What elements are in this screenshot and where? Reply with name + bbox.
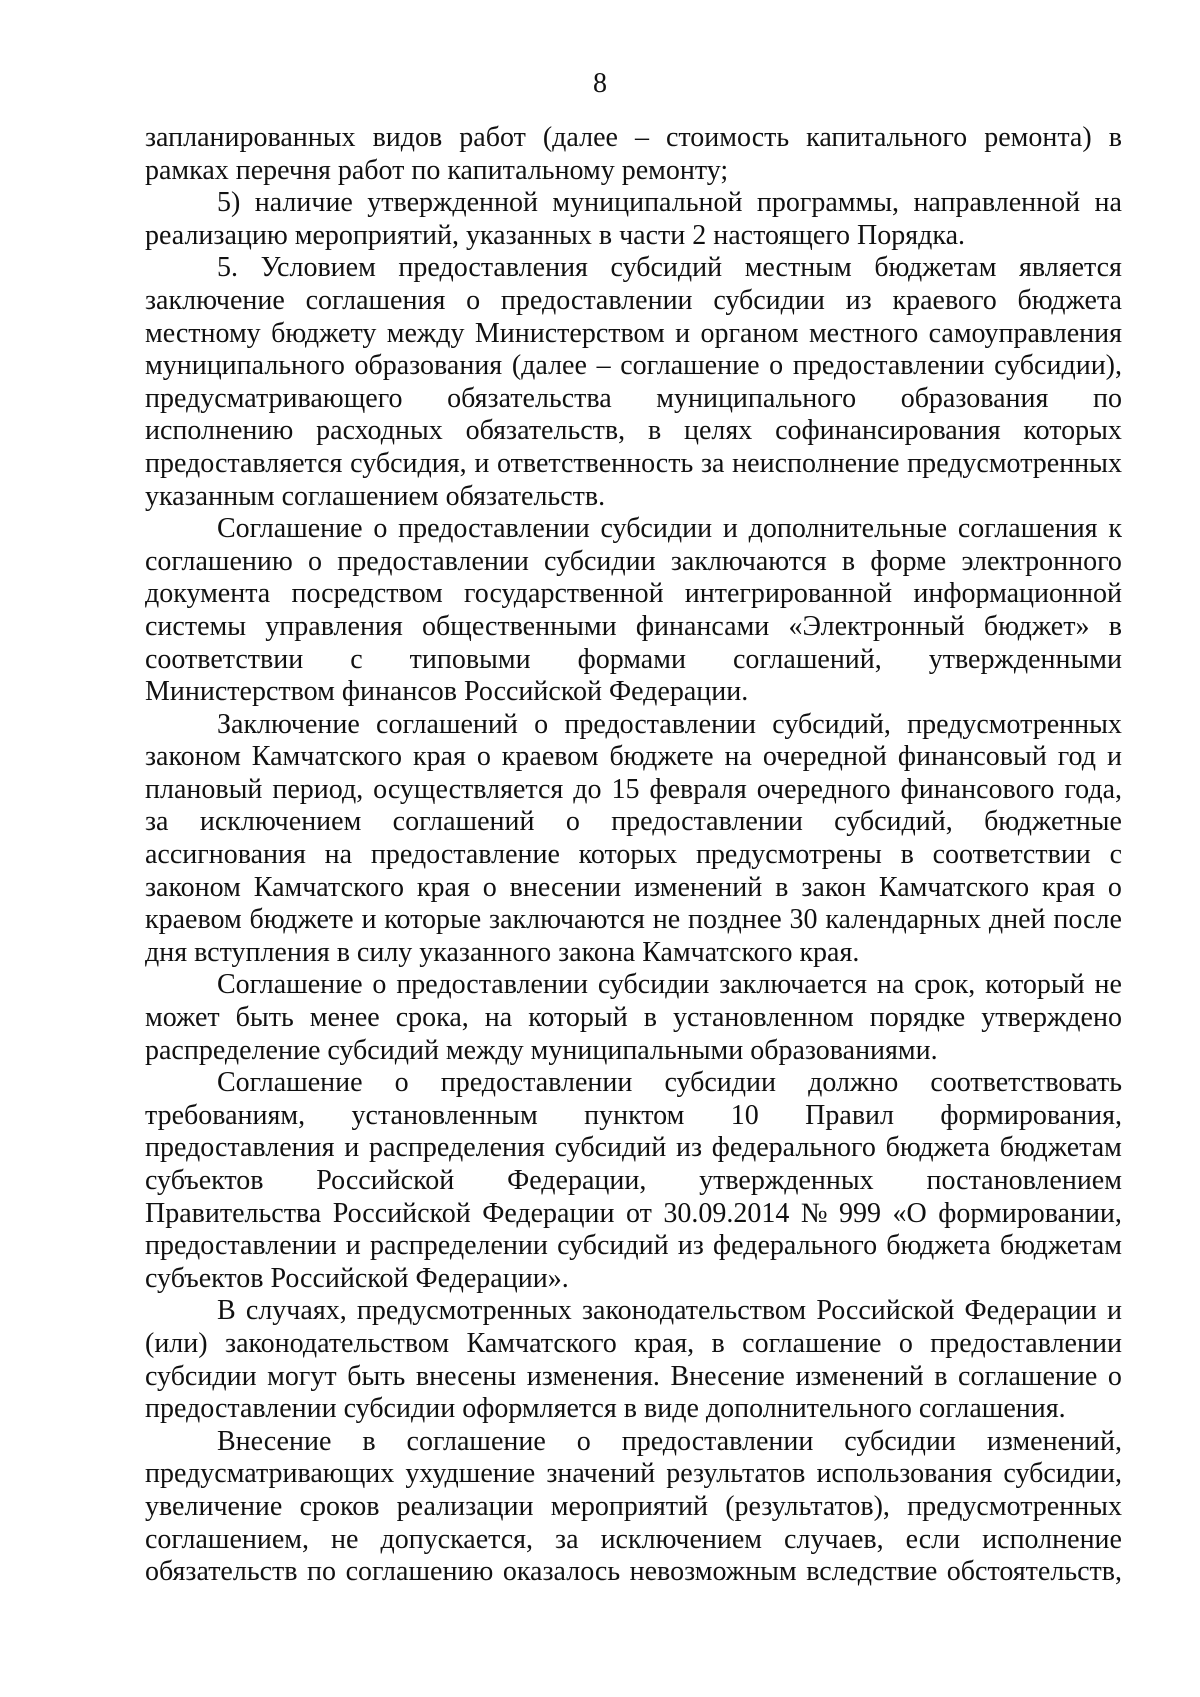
text-line: документа посредством государственной интегрированной информационной	[145, 578, 1122, 610]
text-line: требованиям, установленным пунктом 10 Правил формирования,	[145, 1099, 1122, 1131]
page-number: 8	[593, 68, 607, 99]
text-line: законом Камчатского края о краевом бюджете на очередной финансовый год и	[145, 741, 1122, 773]
text-line: муниципального образования (далее – соглашение о предоставлении субсидии),	[145, 350, 1122, 382]
text-line: соглашением, не допускается, за исключением случаев, если исполнение	[145, 1523, 1122, 1555]
text-line: Соглашение о предоставлении субсидии и дополнительные соглашения к	[217, 513, 1122, 545]
text-line: плановый период, осуществляется до 15 февраля очередного финансового года,	[145, 773, 1122, 805]
text-line: предоставлении субсидии оформляется в виде дополнительного соглашения.	[145, 1393, 1066, 1425]
text-line: распределение субсидий между муниципальными образованиями.	[145, 1034, 938, 1066]
text-line: системы управления общественными финансами «Электронный бюджет» в	[145, 610, 1122, 642]
text-line: Внесение в соглашение о предоставлении субсидии изменений,	[217, 1425, 1122, 1457]
text-line: Министерством финансов Российской Федерации.	[145, 676, 749, 708]
text-line: запланированных видов работ (далее – стоимость капитального ремонта) в	[145, 122, 1122, 153]
text-line: законом Камчатского края о внесении изменений в закон Камчатского края о	[145, 871, 1122, 903]
text-line: предоставлении и распределении субсидий из федерального бюджета бюджетам	[145, 1230, 1122, 1262]
text-line: обязательств по соглашению оказалось невозможным вследствие обстоятельств,	[145, 1556, 1122, 1588]
text-line: субъектов Российской Федерации, утвержденных постановлением	[145, 1165, 1122, 1196]
text-line: местному бюджету между Министерством и органом местного самоуправления	[145, 317, 1122, 349]
text-line: может быть менее срока, на который в установленном порядке утверждено	[145, 1002, 1122, 1034]
text-line: соответствии с типовыми формами соглашений, утвержденными	[145, 643, 1122, 675]
text-line: соглашению о предоставлении субсидии заключаются в форме электронного	[145, 545, 1122, 577]
text-line: дня вступления в силу указанного закона Камчатского края.	[145, 936, 860, 968]
text-line: 5. Условием предоставления субсидий местным бюджетам является	[217, 252, 1122, 284]
text-line: предусматривающих ухудшение значений результатов использования субсидии,	[145, 1458, 1122, 1490]
text-line: Соглашение о предоставлении субсидии заключается на срок, который не	[217, 969, 1122, 1001]
text-line: предоставляется субсидия, и ответственность за неисполнение предусмотренных	[145, 447, 1122, 479]
text-line: 5) наличие утвержденной муниципальной программы, направленной на	[217, 187, 1122, 219]
text-line: реализацию мероприятий, указанных в части 2 настоящего Порядка.	[145, 219, 966, 251]
text-line: В случаях, предусмотренных законодательством Российской Федерации и	[217, 1295, 1122, 1327]
text-line: Соглашение о предоставлении субсидии должно соответствовать	[217, 1067, 1122, 1099]
text-line: субсидии могут быть внесены изменения. Внесение изменений в соглашение о	[145, 1360, 1122, 1392]
text-line: заключение соглашения о предоставлении субсидии из краевого бюджета	[145, 284, 1122, 316]
text-line: предоставления и распределения субсидий из федерального бюджета бюджетам	[145, 1132, 1122, 1164]
text-line: за исключением соглашений о предоставлении субсидий, бюджетные	[145, 806, 1122, 838]
text-line: увеличение сроков реализации мероприятий (результатов), предусмотренных	[145, 1490, 1122, 1522]
text-line: Правительства Российской Федерации от 30.09.2014 № 999 «О формировании,	[145, 1197, 1122, 1229]
text-line: краевом бюджете и которые заключаются не позднее 30 календарных дней после	[145, 904, 1122, 936]
text-line: указанным соглашением обязательств.	[145, 480, 606, 512]
text-line: исполнению расходных обязательств, в целях софинансирования которых	[145, 415, 1122, 447]
text-line: Заключение соглашений о предоставлении субсидий, предусмотренных	[217, 708, 1122, 740]
text-line: предусматривающего обязательства муниципального образования по	[145, 382, 1122, 414]
text-line: ассигнования на предоставление которых предусмотрены в соответствии с	[145, 839, 1122, 871]
text-line: рамках перечня работ по капитальному ремонту;	[145, 154, 729, 186]
text-line: (или) законодательством Камчатского края, в соглашение о предоставлении	[145, 1327, 1122, 1359]
document-body	[145, 122, 1122, 1589]
text-line: субъектов Российской Федерации».	[145, 1262, 569, 1294]
